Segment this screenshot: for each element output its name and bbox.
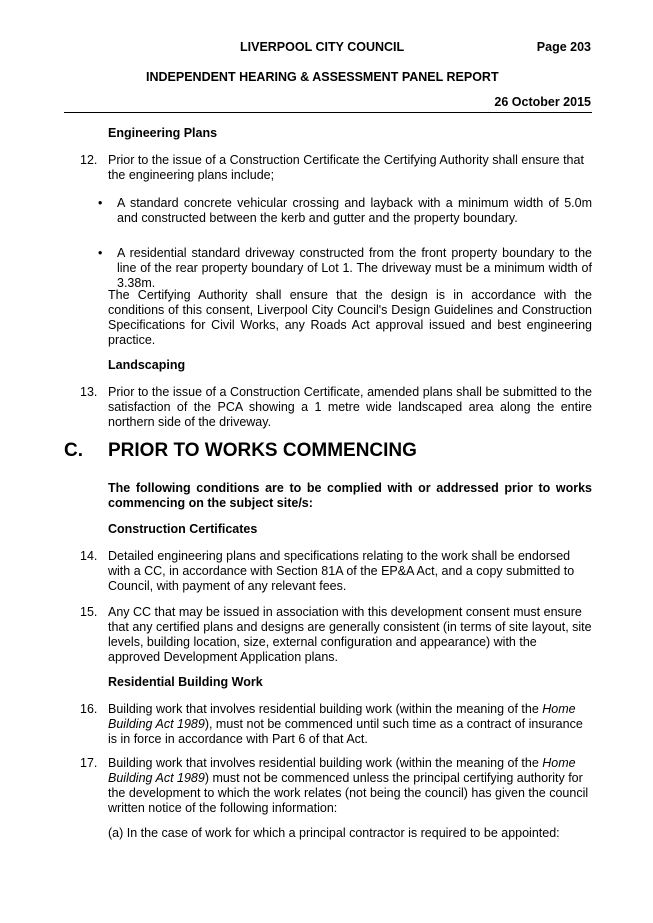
item-text-16	[108, 702, 592, 747]
section-title: PRIOR TO WORKS COMMENCING	[108, 440, 417, 461]
item-number-16: 16.	[80, 702, 98, 716]
act-name: Home Building Act 1989	[108, 702, 576, 731]
item-text-15: Any CC that may be issued in association with this development consent must ensure that any certified plans and designs are generally consistent (in terms of site layout, site levels, building location, size, external configuration and appearance) with the approved Development Application plans.	[108, 605, 592, 664]
bullet-marker: •	[98, 246, 103, 260]
item-17-text-start: Building work that involves residential building work (within the meaning of the	[108, 756, 543, 770]
item-16-text-start: Building work that involves residential building work (within the meaning of the	[108, 702, 543, 716]
section-letter: C.	[64, 440, 83, 461]
bullet-text-crossing: A standard concrete vehicular crossing and layback with a minimum width of 5.0m and constructed between the kerb and gutter and the property boundary.	[117, 196, 592, 225]
section-heading-residential: Residential Building Work	[108, 675, 263, 689]
item-17-subclause: (a) In the case of work for which a principal contractor is required to be appointed:	[108, 826, 560, 840]
section-heading-engineering: Engineering Plans	[108, 126, 218, 140]
item-17-text-end: ) must not be commenced unless the principal certifying authority for the development to which the work relates (not being the council) has given the council written notice of the following information:	[108, 771, 589, 815]
report-title: INDEPENDENT HEARING & ASSESSMENT PANEL REPORT	[146, 70, 499, 84]
header-divider	[64, 112, 592, 113]
item-number-17: 17.	[80, 756, 98, 770]
engineering-note: The Certifying Authority shall ensure that the design is in accordance with the conditions of this consent, Liverpool City Council's Design Guidelines and Construction Specifications for Civil Works, any Roads Act approval issued and best engineering practice.	[108, 288, 592, 347]
item-text-17	[108, 756, 592, 816]
item-number-13: 13.	[80, 385, 98, 399]
item-16-text-end: ), must not be commenced until such time as a contract of insurance is in force in accordance with Part 6 of that Act.	[108, 717, 583, 746]
item-number-14: 14.	[80, 549, 98, 563]
item-text-13: Prior to the issue of a Construction Certificate, amended plans shall be submitted to the satisfaction of the PCA showing a 1 metre wide landscaped area along the entire northern side of the driveway.	[108, 385, 592, 429]
item-text-12: Prior to the issue of a Construction Certificate the Certifying Authority shall ensure that the engineering plans include;	[108, 153, 584, 182]
item-number-12: 12.	[80, 153, 98, 167]
page-number: Page 203	[536, 40, 591, 54]
report-date: 26 October 2015	[494, 95, 591, 109]
item-text-14: Detailed engineering plans and specifications relating to the work shall be endorsed with a CC, in accordance with Section 81A of the EP&A Act, and a copy submitted to Council, with payment of any relevant fees.	[108, 549, 575, 593]
section-heading-construction: Construction Certificates	[108, 522, 258, 536]
bullet-text-driveway: A residential standard driveway constructed from the front property boundary to the line of the rear property boundary of Lot 1. The driveway must be a minimum width of 3.38m.	[117, 246, 592, 290]
council-name: LIVERPOOL CITY COUNCIL	[240, 40, 405, 54]
section-intro: The following conditions are to be complied with or addressed prior to works commencing on the subject site/s:	[108, 481, 592, 510]
item-number-15: 15.	[80, 605, 98, 619]
bullet-marker: •	[98, 196, 103, 210]
act-name: Home Building Act 1989	[108, 756, 576, 785]
section-heading-landscaping: Landscaping	[108, 358, 186, 372]
